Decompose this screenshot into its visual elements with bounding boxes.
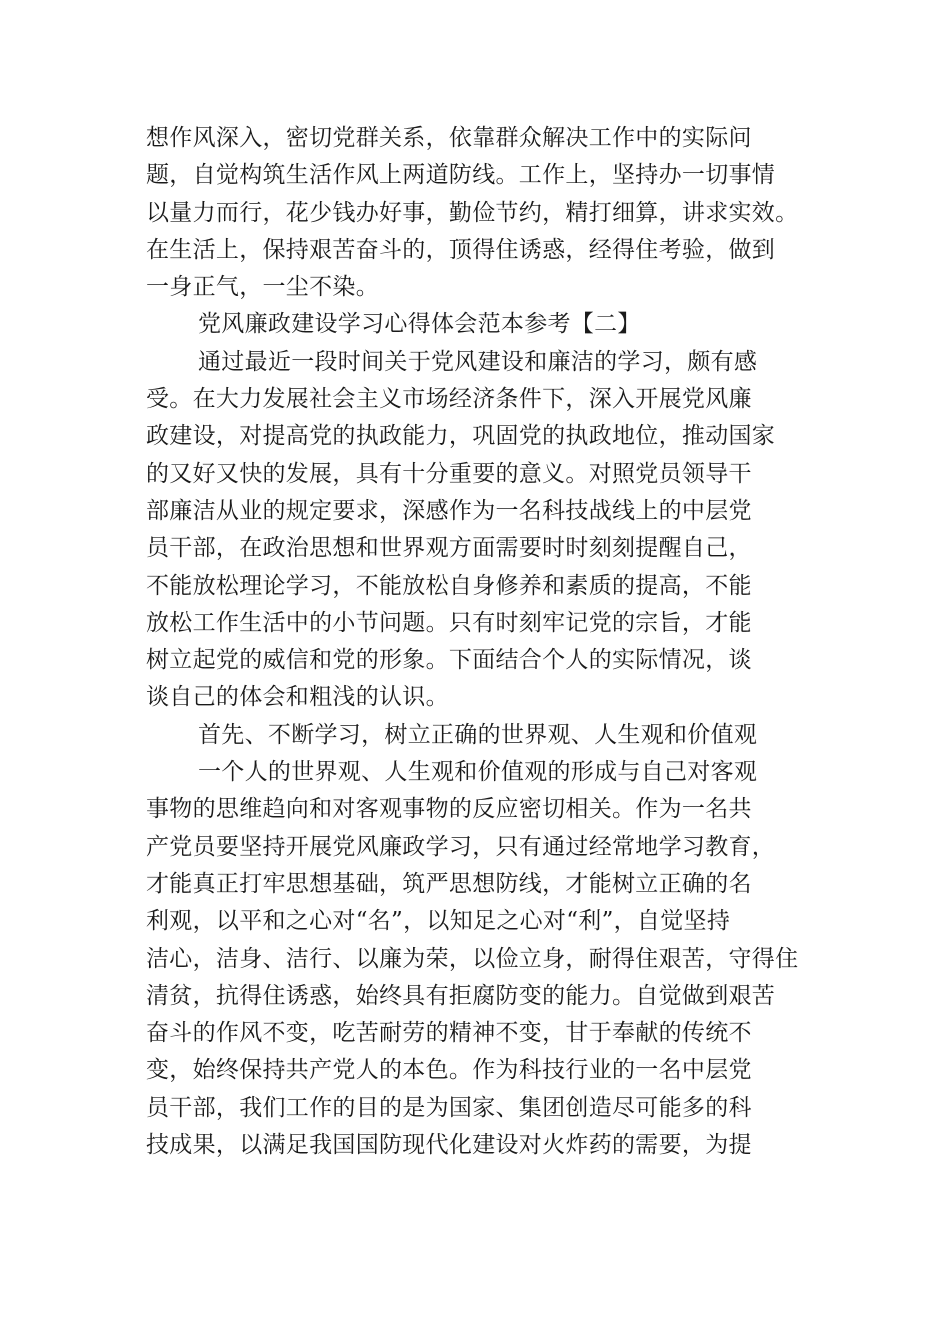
- text-line: 放松工作生活中的小节问题。只有时刻牢记党的宗旨，才能: [146, 609, 752, 636]
- text-line: 变，始终保持共产党人的本色。作为科技行业的一名中层党: [146, 1057, 752, 1084]
- text-line: 谈自己的体会和粗浅的认识。: [146, 684, 449, 711]
- text-line: 的又好又快的发展，具有十分重要的意义。对照党员领导干: [146, 460, 752, 487]
- text-line: 题，自觉构筑生活作风上两道防线。工作上，坚持办一切事情: [146, 162, 776, 189]
- text-line: 员干部，在政治思想和世界观方面需要时时刻刻提醒自己，: [146, 535, 752, 562]
- text-line: 一身正气，一尘不染。: [146, 274, 379, 301]
- text-line: 才能真正打牢思想基础，筑严思想防线，才能树立正确的名: [146, 870, 752, 897]
- text-line: 以量力而行，花少钱办好事，勤俭节约，精打细算，讲求实效。: [146, 199, 799, 226]
- text-line: 事物的思维趋向和对客观事物的反应密切相关。作为一名共: [146, 796, 752, 823]
- text-line: 清贫，抗得住诱惑，始终具有拒腐防变的能力。自觉做到艰苦: [146, 982, 776, 1009]
- document-body: [146, 120, 810, 1164]
- text-line: 通过最近一段时间关于党风建设和廉洁的学习，颇有感: [198, 348, 758, 375]
- section-heading: 党风廉政建设学习心得体会范本参考【二】: [198, 311, 641, 338]
- text-line: 一个人的世界观、人生观和价值观的形成与自己对客观: [198, 759, 758, 786]
- text-line: 洁心，洁身、洁行、以廉为荣，以俭立身，耐得住艰苦，守得住: [146, 945, 799, 972]
- text-line: 树立起党的威信和党的形象。下面结合个人的实际情况，谈: [146, 647, 752, 674]
- subheading: 首先、不断学习，树立正确的世界观、人生观和价值观: [198, 721, 758, 748]
- text-line: 利观，以平和之心对“名”，以知足之心对“利”，自觉坚持: [146, 908, 731, 935]
- text-line: 部廉洁从业的规定要求，深感作为一名科技战线上的中层党: [146, 497, 752, 524]
- text-line: 技成果，以满足我国国防现代化建设对火炸药的需要，为提: [146, 1132, 752, 1159]
- text-line: 受。在大力发展社会主义市场经济条件下，深入开展党风廉: [146, 386, 752, 413]
- text-line: 产党员要坚持开展党风廉政学习，只有通过经常地学习教育，: [146, 833, 776, 860]
- text-line: 在生活上，保持艰苦奋斗的，顶得住诱惑，经得住考验，做到: [146, 236, 776, 263]
- text-line: 员干部，我们工作的目的是为国家、集团创造尽可能多的科: [146, 1094, 752, 1121]
- text-line: 政建设，对提高党的执政能力，巩固党的执政地位，推动国家: [146, 423, 776, 450]
- text-line: 奋斗的作风不变，吃苦耐劳的精神不变，甘于奉献的传统不: [146, 1020, 752, 1047]
- text-line: 想作风深入，密切党群关系，依靠群众解决工作中的实际问: [146, 125, 752, 151]
- text-line: 不能放松理论学习，不能放松自身修养和素质的提高，不能: [146, 572, 752, 599]
